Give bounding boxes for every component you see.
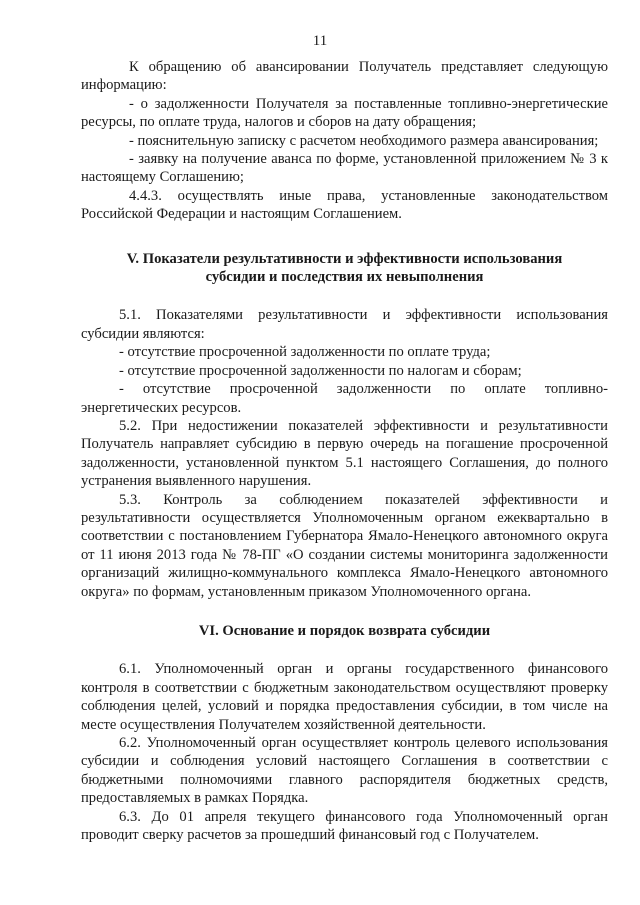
paragraph: 5.3. Контроль за соблюдением показателей эффективности и результативности осуществляется Уполномоченным органом ежеквартально в соответствии с постановлением Губернатора Ямало-Ненецкого автономного округа от 11 июня 2013 года № 78-ПГ «О создании системы мониторинга задолженности организаций жилищно-коммунального комплекса Ямало-Ненецкого автономного округа» по формам, установленным приказом Уполномоченного органа. <box>81 491 608 600</box>
paragraph: К обращению об авансировании Получатель представляет следующую информацию: <box>81 59 608 94</box>
paragraph: 5.2. При недостижении показателей эффективности и результативности Получатель направляет субсидию в первую очередь на погашение просроченной задолженности, установленной пунктом 5.1 настоящего Соглашения, до полного устранения выявленного нарушения. <box>81 417 608 490</box>
paragraph: 6.1. Уполномоченный орган и органы государственного финансового контроля в соответствии с бюджетным законодательством осуществляют проверку соблюдения целей, условий и порядка предоставления субсидии, в том числе на месте осуществления Получателем хозяйственной деятельности. <box>81 661 608 733</box>
spacer <box>81 601 608 622</box>
list-item: - отсутствие просроченной задолженности по оплате труда; <box>119 344 491 361</box>
section-heading: V. Показатели результативности и эффективности использования <box>126 250 563 267</box>
page-number: 11 <box>312 33 328 49</box>
list-item: - заявку на получение аванса по форме, установленной приложением № 3 к настоящему Соглашению; <box>81 151 608 186</box>
list-item: - отсутствие просроченной задолженности по налогам и сборам; <box>119 362 522 379</box>
paragraph: 6.3. До 01 апреля текущего финансового года Уполномоченный орган проводит сверку расчетов за прошедший финансовый год с Получателем. <box>81 808 608 844</box>
paragraph: 5.1. Показателями результативности и эффективности использования субсидии являются: <box>81 307 608 342</box>
list-item: - о задолженности Получателя за поставленные топливно-энергетические ресурсы, по оплате труда, налогов и сборов на дату обращения; <box>81 95 608 131</box>
paragraph: 6.2. Уполномоченный орган осуществляет контроль целевого использования субсидии и соблюдения условий настоящего Соглашения в соответствии с бюджетными полномочиями главного распорядителя бюджетных средств, предоставляемых в рамках Порядка. <box>81 735 608 807</box>
section-heading: субсидии и последствия их невыполнения <box>205 269 484 286</box>
spacer <box>81 286 608 306</box>
list-item: - отсутствие просроченной задолженности по оплате топливно-энергетических ресурсов. <box>81 381 608 416</box>
spacer <box>81 224 608 250</box>
section-heading: VI. Основание и порядок возврата субсидии <box>198 622 491 639</box>
paragraph: 4.4.3. осуществлять иные права, установленные законодательством Российской Федерации и настоящим Соглашением. <box>81 187 608 223</box>
spacer <box>81 640 608 660</box>
list-item: - пояснительную записку с расчетом необходимого размера авансирования; <box>129 132 599 149</box>
page-body <box>81 58 608 844</box>
